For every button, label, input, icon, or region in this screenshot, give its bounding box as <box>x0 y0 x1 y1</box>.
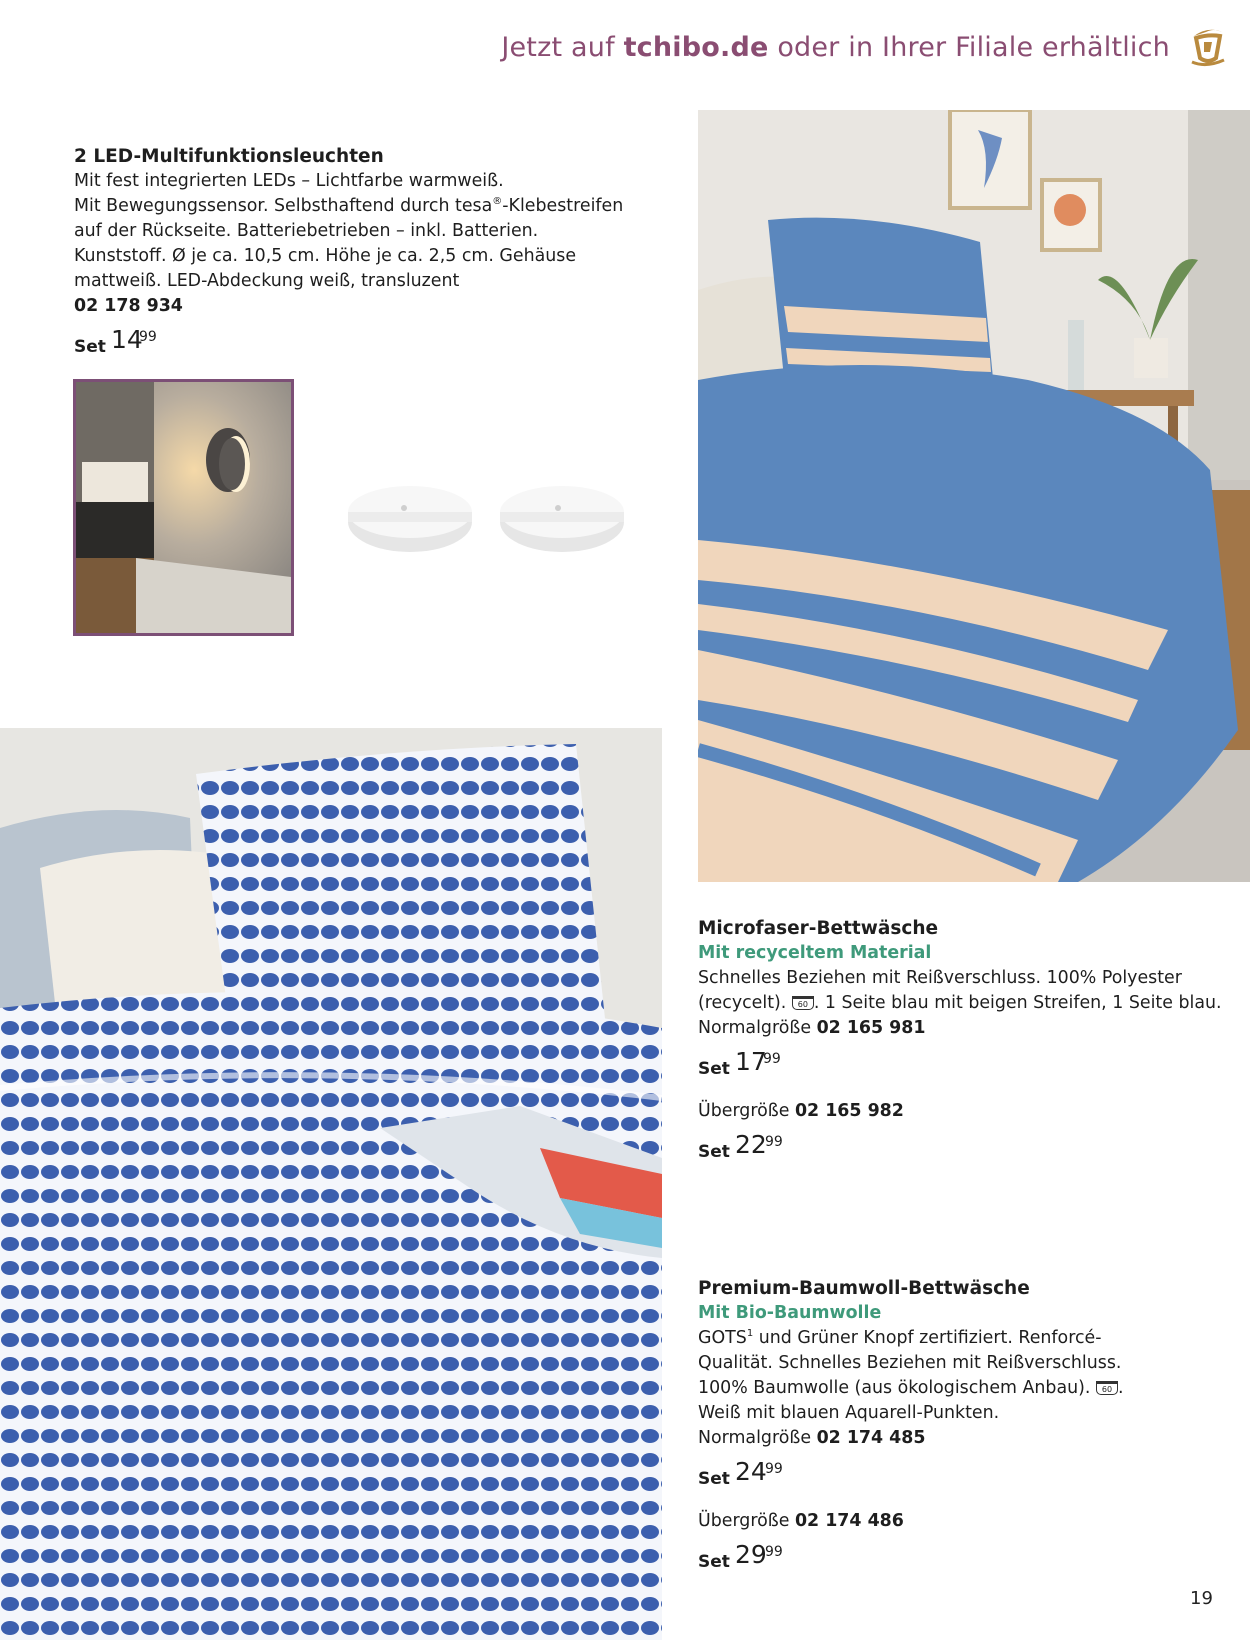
led-article-number: 02 178 934 <box>74 296 183 316</box>
header-availability-line <box>430 32 1170 63</box>
price-euro: 17 <box>735 1047 767 1076</box>
header-brand-link[interactable]: tchibo.de <box>623 32 769 63</box>
microfaser-desc-1: Schnelles Beziehen mit Reißverschluss. 100% Polyester <box>698 968 1182 988</box>
price-cent: 99 <box>765 1544 783 1560</box>
premium-price-normal <box>698 1457 1238 1491</box>
premium-price-over <box>698 1540 1238 1574</box>
premium-desc-4: Weiß mit blauen Aquarell-Punkten. <box>698 1403 1000 1423</box>
microfaser-desc-2: (recycelt). 60 . 1 Seite blau mit beigen Streifen, 1 Seite blau. <box>698 993 1222 1013</box>
price-label: Set <box>698 1469 730 1489</box>
premium-size-over: Übergröße 02 174 486 <box>698 1511 904 1531</box>
premium-bed-photo <box>0 728 662 1640</box>
premium-product-block <box>698 1276 1238 1574</box>
microfaser-bed-photo <box>698 110 1250 882</box>
price-label: Set <box>698 1059 730 1079</box>
led-desc-5: mattweiß. LED-Abdeckung weiß, transluzent <box>74 271 460 291</box>
led-desc-2: Mit Bewegungssensor. Selbsthaftend durch tesa®-Klebestreifen <box>74 196 624 216</box>
led-wall-photo <box>73 379 294 636</box>
premium-desc-1: GOTS$^1$ und Grüner Knopf zertifiziert. Renforcé- <box>698 1328 1102 1348</box>
microfaser-price-normal <box>698 1047 1238 1081</box>
wash-60-icon: 60 <box>792 996 814 1010</box>
page-number: 19 <box>1190 1588 1213 1609</box>
price-cent: 99 <box>139 329 157 345</box>
premium-desc-3: 100% Baumwolle (aus ökologischem Anbau). 60 . <box>698 1378 1124 1398</box>
premium-title: Premium-Baumwoll-Bettwäsche <box>698 1278 1030 1299</box>
header-text-before: Jetzt auf <box>501 32 624 63</box>
wash-60-icon: 60 <box>1096 1381 1118 1395</box>
price-cent: 99 <box>765 1461 783 1477</box>
led-price <box>74 325 634 359</box>
price-cent: 99 <box>763 1051 781 1067</box>
price-euro: 22 <box>735 1130 767 1159</box>
led-lamps-product-photo <box>340 470 640 560</box>
premium-size-normal: Normalgröße 02 174 485 <box>698 1428 926 1448</box>
led-desc-1: Mit fest integrierten LEDs – Lichtfarbe warmweiß. <box>74 171 504 191</box>
price-euro: 24 <box>735 1457 767 1486</box>
microfaser-bed-illustration <box>698 110 1250 882</box>
premium-subtitle: Mit Bio-Baumwolle <box>698 1303 882 1323</box>
microfaser-size-normal: Normalgröße 02 165 981 <box>698 1018 926 1038</box>
microfaser-price-over <box>698 1130 1238 1164</box>
led-desc-4: Kunststoff. Ø je ca. 10,5 cm. Höhe je ca. 2,5 cm. Gehäuse <box>74 246 577 266</box>
microfaser-size-over: Übergröße 02 165 982 <box>698 1101 904 1121</box>
premium-desc-2: Qualität. Schnelles Beziehen mit Reißverschluss. <box>698 1353 1122 1373</box>
microfaser-title: Microfaser-Bettwäsche <box>698 918 939 939</box>
price-label: Set <box>698 1552 730 1572</box>
microfaser-subtitle: Mit recyceltem Material <box>698 943 932 963</box>
price-label: Set <box>698 1142 730 1162</box>
microfaser-product-block <box>698 916 1238 1164</box>
price-euro: 29 <box>735 1540 767 1569</box>
led-product-block <box>74 144 634 359</box>
led-wall-illustration <box>76 382 291 633</box>
price-cent: 99 <box>765 1134 783 1150</box>
price-label: Set <box>74 337 106 357</box>
price-euro: 14 <box>111 325 143 354</box>
header-text-after: oder in Ihrer Filiale erhältlich <box>768 32 1170 63</box>
premium-bed-illustration <box>0 728 662 1640</box>
led-title: 2 LED-Multifunktionsleuchten <box>74 146 384 167</box>
led-desc-3: auf der Rückseite. Batteriebetrieben – inkl. Batterien. <box>74 221 539 241</box>
tchibo-cup-logo-icon <box>1186 22 1230 68</box>
